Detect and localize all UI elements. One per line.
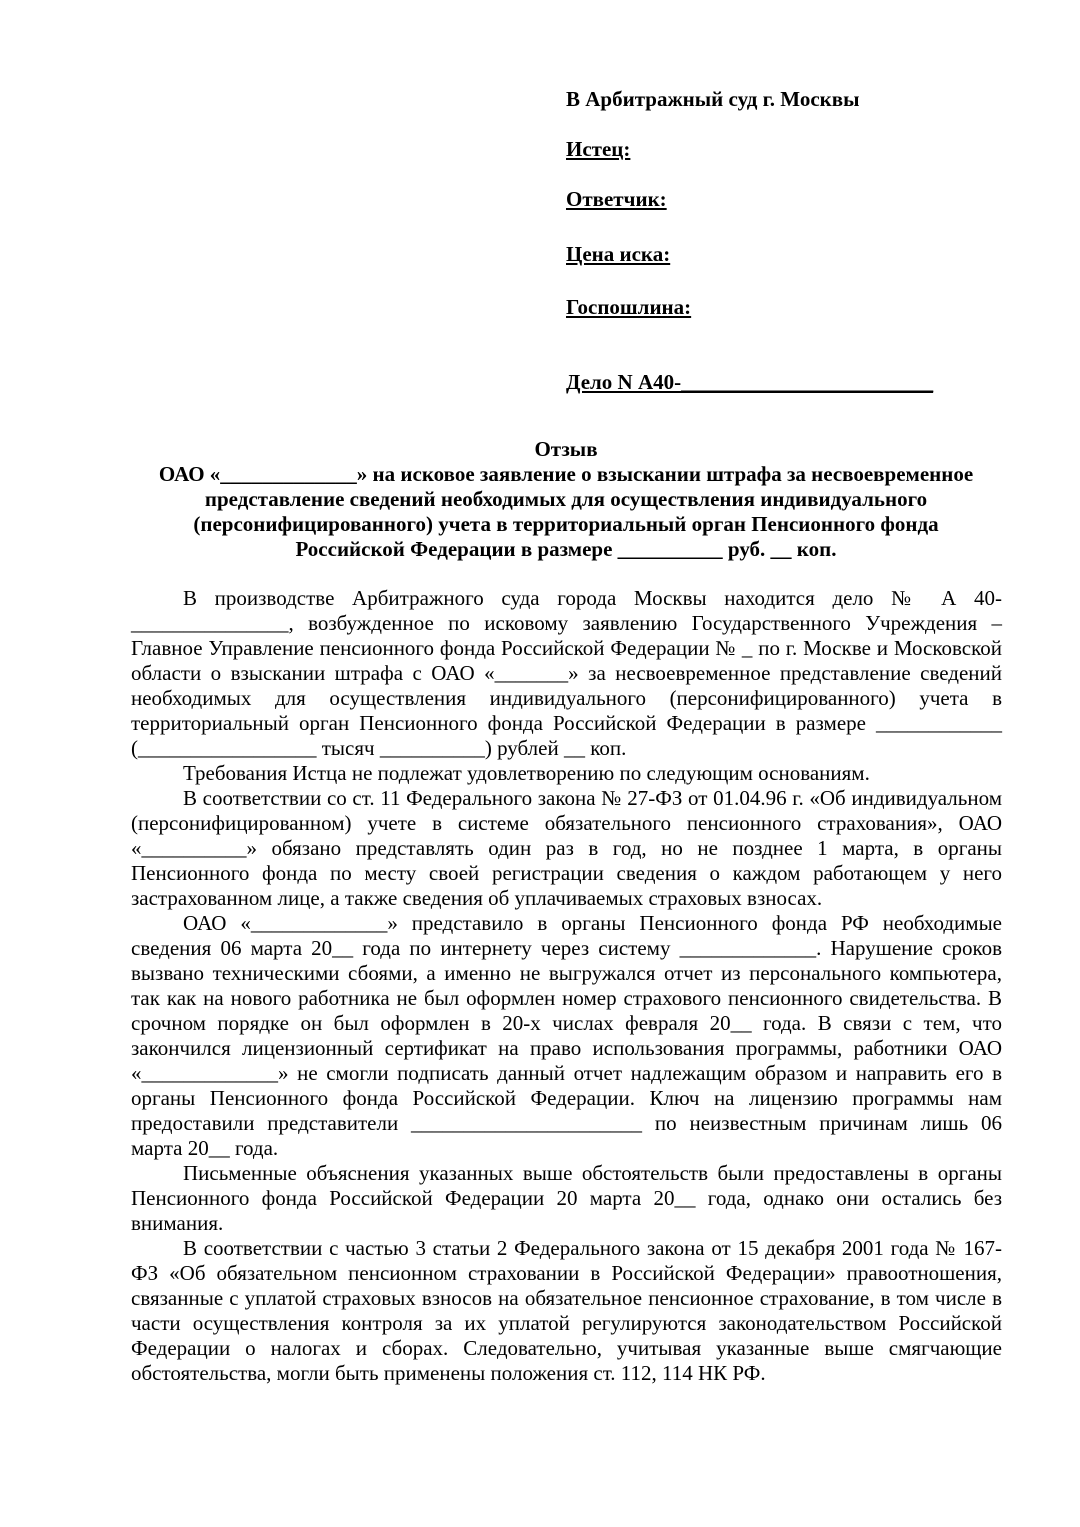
paragraph-case-info: В производстве Арбитражного суда города Москвы находится дело № А 40-_______________, возбужденное по исковому заявлению Государственного Учреждения – Главное Управление пенсионного фонда Российской Федерации № _ по г. Москве и Московской области о взыскании штрафа с ОАО «_______» за несвоевременное представление сведений необходимых для осуществления индивидуального (персонифицированного) учета в территориальный орган Пенсионного фонда Российской Федерации в размере ____________ (_________________ тысяч __________) рублей __ коп. xyxy=(131,586,1002,760)
claim-price-label: Цена иска: xyxy=(566,242,671,266)
case-number: Дело N А40-________________________ xyxy=(566,370,934,394)
paragraph-explanations: Письменные объяснения указанных выше обстоятельств были предоставлены в органы Пенсионного фонда Российской Федерации 20 марта 20__ года, однако они остались без внимания. xyxy=(131,1161,1002,1235)
document-title xyxy=(130,437,1002,562)
paragraph-objection: Требования Истца не подлежат удовлетворению по следующим основаниям. xyxy=(183,761,870,785)
plaintiff-label: Истец: xyxy=(566,137,631,161)
defendant-label: Ответчик: xyxy=(566,187,667,211)
title-line-3: (персонифицированного) учета в территориальный орган Пенсионного фонда xyxy=(193,512,939,536)
title-line-4: Российской Федерации в размере __________ руб. __ коп. xyxy=(295,537,837,561)
paragraph-law-article-11: В соответствии со ст. 11 Федерального закона № 27-ФЗ от 01.04.96 г. «Об индивидуальном (персонифицированном) учете в системе обязательного пенсионного страхования», ОАО «__________» обязано представлять один раз в год, но не позднее 1 марта, в органы Пенсионного фонда по месту своей регистрации сведения о каждом работающем у него застрахованном лице, а также сведения об уплачиваемых страховых взносах. xyxy=(131,786,1002,910)
title-heading: Отзыв xyxy=(534,437,598,461)
paragraph-law-167: В соответствии с частью 3 статьи 2 Федерального закона от 15 декабря 2001 года № 167-ФЗ «Об обязательном пенсионном страховании в Российской Федерации» правоотношения, связанные с уплатой страховых взносов на обязательное пенсионное страхование, в том числе в части осуществления контроля за их уплатой регулируются законодательством Российской Федерации о налогах и сборах. Следовательно, учитывая указанные выше смягчающие обстоятельства, могли быть применены положения ст. 112, 114 НК РФ. xyxy=(131,1236,1002,1385)
title-line-1: ОАО «_____________» на исковое заявление о взыскании штрафа за несвоевременное xyxy=(158,462,974,486)
court-name: В Арбитражный суд г. Москвы xyxy=(566,87,860,111)
title-line-2: представление сведений необходимых для осуществления индивидуального xyxy=(204,487,928,511)
document-body xyxy=(131,586,1002,1386)
paragraph-circumstances: ОАО «_____________» представило в органы Пенсионного фонда РФ необходимые сведения 06 марта 20__ года по интернету через систему _____________. Нарушение сроков вызвано техническими сбоями, а именно не выгружался отчет из персонального компьютера, так как на нового работника не был оформлен номер страхового пенсионного свидетельства. В срочном порядке он был оформлен в 20-х числах февраля 20__ года. В связи с тем, что закончился лицензионный сертификат на право использования программы, работники ОАО «_____________» не смогли подписать данный отчет надлежащим образом и направить его в органы Пенсионного фонда Российской Федерации. Ключ на лицензию программы нам предоставили представители ______________________ по неизвестным причинам лишь 06 марта 20__ года. xyxy=(131,911,1002,1160)
state-fee-label: Госпошлина: xyxy=(566,295,692,319)
